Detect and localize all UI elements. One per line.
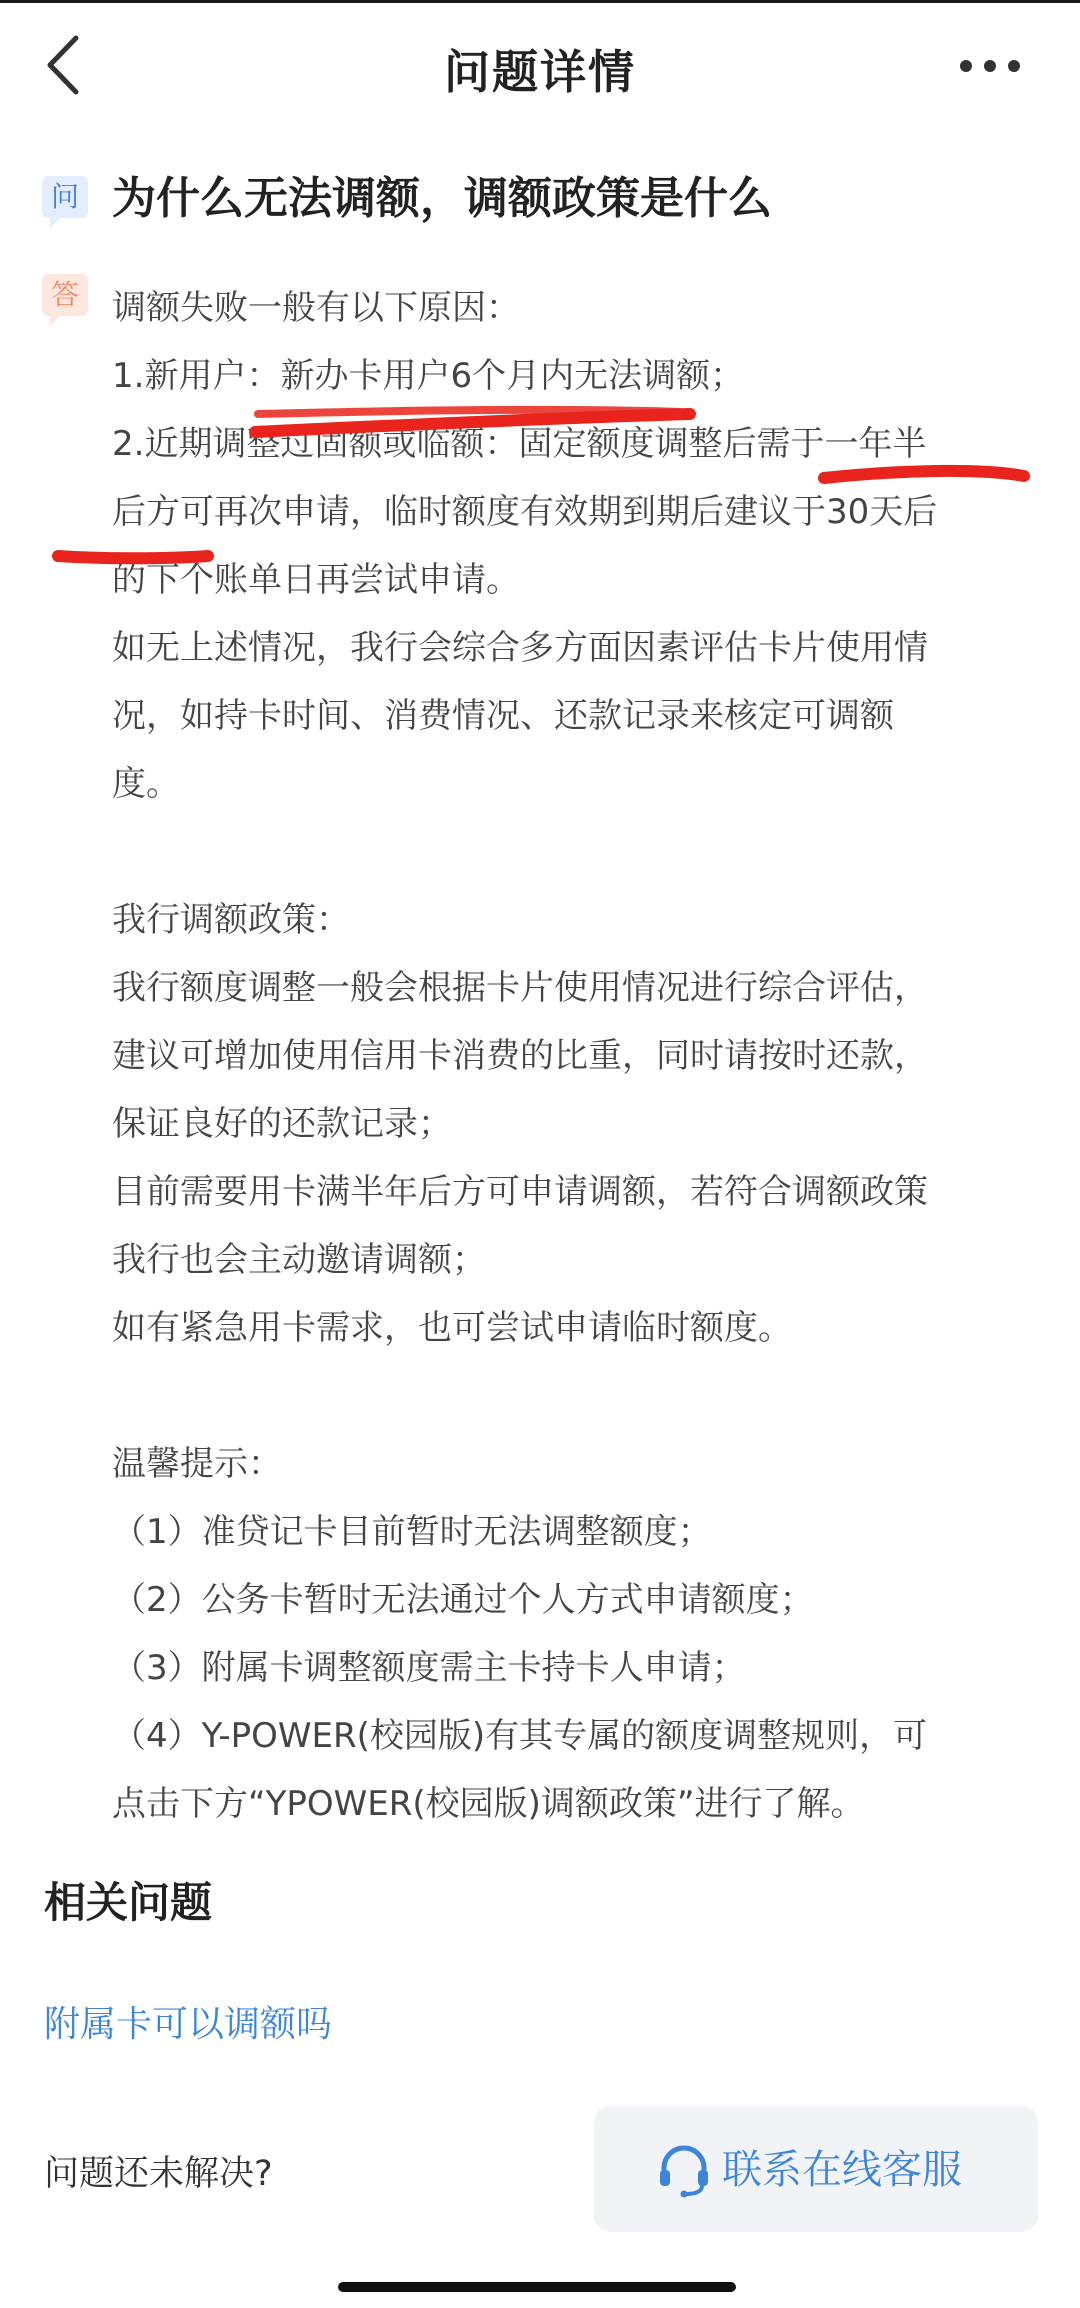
- answer-line: （1）准贷记卡目前暂时无法调整额度；: [112, 1512, 712, 1552]
- related-questions-title: 相关问题: [44, 1878, 213, 1927]
- answer-line: 点击下方“YPOWER(校园版)调额政策”进行了解。: [112, 1784, 865, 1824]
- answer-line: 如有紧急用卡需求，也可尝试申请临时额度。: [112, 1308, 792, 1348]
- answer-badge: 答: [42, 274, 88, 316]
- answer-line: （3）附属卡调整额度需主卡持卡人申请；: [112, 1648, 746, 1688]
- more-options-button[interactable]: [960, 48, 1040, 84]
- answer-line: （4）Y-POWER(校园版)有其专属的额度调整规则，可: [112, 1716, 928, 1756]
- answer-line: 1.新用户：新办卡用户6个月内无法调额；: [112, 356, 745, 396]
- answer-line: 温馨提示：: [112, 1444, 282, 1484]
- answer-line: 后方可再次申请，临时额度有效期到期后建议于30天后: [112, 492, 938, 532]
- answer-line: 建议可增加使用信用卡消费的比重，同时请按时还款，: [112, 1036, 928, 1076]
- answer-line: 目前需要用卡满半年后方可申请调额，若符合调额政策: [112, 1172, 928, 1212]
- question-title: 为什么无法调额，调额政策是什么: [112, 173, 772, 224]
- answer-line: 如无上述情况，我行会综合多方面因素评估卡片使用情: [112, 628, 928, 668]
- page-title: 问题详情: [444, 45, 636, 99]
- question-badge: 问: [42, 176, 88, 218]
- answer-line: 2.近期调整过固额或临额：固定额度调整后需于一年半: [112, 424, 927, 464]
- answer-line: 的下个账单日再尝试申请。: [112, 560, 520, 600]
- answer-line: 我行额度调整一般会根据卡片使用情况进行综合评估，: [112, 968, 928, 1008]
- headset-icon: [654, 2140, 714, 2200]
- answer-body: [112, 274, 1032, 1838]
- unsolved-prompt: 问题还未解决?: [44, 2154, 273, 2194]
- answer-line: 度。: [112, 764, 180, 804]
- answer-line: 我行调额政策：: [112, 900, 350, 940]
- home-indicator: [338, 2282, 736, 2292]
- answer-line: 况，如持卡时间、消费情况、还款记录来核定可调额: [112, 696, 894, 736]
- more-dots-icon: [960, 60, 972, 72]
- answer-line: 调额失败一般有以下原因：: [112, 288, 520, 328]
- contact-online-service-button[interactable]: [594, 2106, 1038, 2232]
- contact-online-service-label: 联系在线客服: [722, 2147, 962, 2193]
- answer-line: 保证良好的还款记录；: [112, 1104, 452, 1144]
- answer-blank-line: [112, 1362, 1032, 1430]
- answer-line: 我行也会主动邀请调额；: [112, 1240, 486, 1280]
- navigation-bar: [0, 0, 1080, 132]
- answer-line: （2）公务卡暂时无法通过个人方式申请额度；: [112, 1580, 814, 1620]
- answer-blank-line: [112, 818, 1032, 886]
- related-question-link[interactable]: 附属卡可以调额吗: [44, 2004, 333, 2045]
